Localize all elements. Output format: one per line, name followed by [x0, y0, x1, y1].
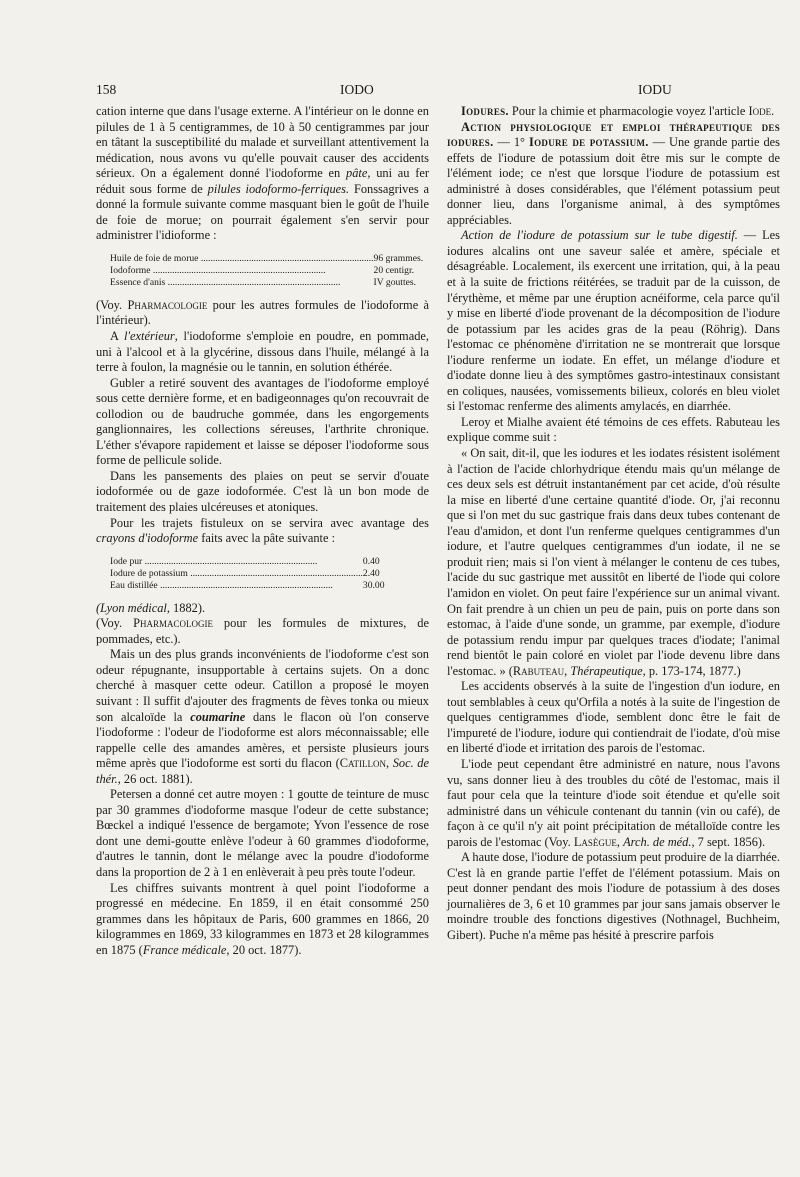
paragraph: A haute dose, l'iodure de potassium peut produire de la diarrhée. C'est là en grande partie l'effet de l'élément potassium. Mais on peut donner pendant des mois l'iodure de potassium à des doses journalières de 3, 6 et 10 grammes par jour sans jamais observer le moindre trouble des fonctions digestives (Nothnagel, Buchheim, Gibert). Puche n'a même pas hésité à prescrire parfois — [447, 850, 780, 942]
paragraph: cation interne que dans l'usage externe. A l'intérieur on le donne en pilules de 1 à 5 centigrammes, de 10 à 50 centigrammes par jour en tâtant la susceptibilité du malade et surveillant attentivement la médication, nous avons vu qu'elle pouvait causer des accidents sérieux. On a également donné l'iodoforme en pâte, uni au fer réduit sous forme de pilules iodoformo-ferriques. Fonssagrives a donné la formule suivante comme masquant bien le goût de l'huile de foie de morue; on pourrait également s'en servir pour administrer l'idioforme : — [96, 104, 430, 243]
paragraph: Dans les pansements des plaies on peut se servir d'ouate iodoformée ou de gaze iodoformée. C'est là un bon mode de traitement des plaies ulcéreuses et atoniques. — [96, 468, 429, 515]
page-number: 158 — [96, 82, 117, 97]
recipe-row: Eau distillée ..... 30.00 — [110, 580, 410, 592]
paragraph: L'iode peut cependant être administré en nature, nous l'avons vu, sans donner lieu à des troubles du côté de l'estomac, mais il faut pour cela que la teinture d'iode soit étendue et qu'elle soit administré dans un véhicule contenant du tannin (vin ou café), de façon à ce qu'il n'y ait point précipitation de métalloïde contre les parois de l'estomac (Voy. Lasègue, Arch. de méd., 7 sept. 1856). — [447, 756, 780, 849]
paragraph: Iodures. Pour la chimie et pharmacologie voyez l'article Iode. — [461, 104, 775, 118]
paragraph: Petersen a donné cet autre moyen : 1 goutte de teinture de musc par 30 grammes d'iodoforme masque l'odeur de cette substance; Bœckel a indiqué l'essence de bergamote; Yvon l'essence de rose dont une demi-goutte enlève l'odeur à 60 grammes d'iodoforme, d'autres le tannin, dont le mélange avec la poudre d'iodoforme dans la proportion de 2 à 1 en enlèverait à peu près toute l'odeur. — [96, 787, 429, 879]
section-heading: Action physiologique et emploi thérapeutique des iodures. — [447, 119, 780, 150]
right-column — [447, 104, 780, 944]
recipe-row: Iodoforme ..... 20 centigr. — [110, 265, 423, 277]
running-header — [96, 82, 738, 102]
recipe-table — [110, 253, 423, 289]
recipe-row: Huile de foie de morue ..... 96 grammes. — [110, 253, 423, 265]
paragraph: Les accidents observés à la suite de l'ingestion d'un iodure, en tout semblables à ceux qu'Orfila a notés à la suite de l'ingestion de quelques centigrammes d'iode, semblent donc être le fait de l'impureté de l'iodure, iodure qui contiendrait de l'iodate, d'où mise en liberté d'iode et irritation des parois de l'estomac. — [447, 679, 780, 756]
recipe-row: Essence d'anis ..... IV gouttes. — [110, 277, 423, 289]
paragraph: Gubler a retiré souvent des avantages de l'iodoforme employé sous cette dernière forme, et en badigeonnages qu'on recouvrait de collodion ou de baudruche gommée, dans les engorgements ganglionnaires, les collections séreuses, l'arthrite chronique. L'éther s'évapore rapidement et laisse se déposer l'iodoforme sous forme de pellicule solide. — [96, 375, 429, 468]
section-heading: Iodures. — [461, 104, 509, 118]
subsection-heading: Iodure de potassium. — [528, 135, 649, 150]
paragraph: (Voy. Pharmacologie pour les autres formules de l'iodoforme à l'intérieur). — [96, 297, 429, 328]
paragraph: A l'extérieur, l'iodoforme s'emploie en poudre, en pommade, uni à l'alcool et à la glycérine, dissous dans l'huile, mélangé à la terre à foulon, la magnésie ou le tannin, en solution éthérée. — [96, 329, 429, 375]
paragraph: Leroy et Mialhe avaient été témoins de ces effets. Rabuteau les explique comme suit : — [447, 414, 780, 445]
recipe-row: Iodure de potassium ..... 2.40 — [110, 568, 410, 580]
recipe-table — [110, 556, 410, 592]
paragraph: Les chiffres suivants montrent à quel point l'iodoforme a progressé en médecine. En 1859, il en était consommé 250 grammes dans les hôpitaux de Paris, 600 grammes en 1866, 20 kilogrammes en 1869, 33 kilogrammes en 1873 et 28 kilogrammes en 1875 (France médicale, 20 oct. 1877). — [96, 880, 429, 957]
header-title-right: IODU — [638, 82, 672, 97]
paragraph: Pour les trajets fistuleux on se servira avec avantage des crayons d'iodoforme faits avec la pâte suivante : — [96, 515, 429, 546]
recipe-row: Iode pur ..... 0.40 — [110, 556, 410, 568]
paragraph: (Voy. Pharmacologie pour les formules de mixtures, de pommades, etc.). — [96, 616, 429, 646]
left-column — [96, 104, 429, 958]
paragraph: Action de l'iodure de potassium sur le tube digestif. — Les iodures alcalins ont une saveur salée et amère, spéciale et désagréable. Localement, ils exercent une irritation, qui, à la peau et à la suite de frictions réitérées, se traduit par de la cuisson, de l'érythème, et même par une éruption acnéiforme, cela parce qu'il y mise en liberté d'iode provenant de la décomposition de l'iodure de potassium par les acides gras de la peau (Röhrig). Dans l'estomac ce phénomène d'irritation ne se montrerait que lorsque l'iodure renferme un iodate. En effet, un mélange d'iodure et d'iodate donne lieu à des symptômes gastro-intestinaux consistant en coliques, nausées, vomissements bilieux, colorés en bleu violet si l'estomac renferme des aliments amylacés, en diarrhée. — [447, 228, 780, 414]
header-title-left: IODO — [340, 82, 374, 97]
paragraph: Action physiologique et emploi thérapeutique des iodures. — 1° Iodure de potassium. — Une grande partie des effets de l'iodure de potassium doit être mis sur le compte de l'élément iode; ce n'est que lorsque l'iodure de potassium est administré à doses considérables, que l'élément potassium peut donner lieu, dans l'organisme animal, à des symptômes appréciables. — [447, 119, 780, 227]
quotation: « On sait, dit-il, que les iodures et les iodates résistent isolément à l'action de l'acide chlorhydrique étendu mais qu'un mélange de ces deux sels est détruit instantanément par cet acide, d'où résulte la mise en liberté d'une certaine quantité d'iode. Or, j'ai reconnu que si l'on met du suc gastrique frais dans deux tubes contenant de l'eau d'amidon, et dont l'un renferme quelques centigrammes d'un iodure, et l'autre quelques centigrammes d'un iodate, il ne se produit rien; mais si l'on vient à mélanger le contenu de ces tubes, l'acide du suc gastrique met aussitôt en liberté de l'iode qui colore l'amidon en violet. On peut faire l'expérience sur un animal vivant. On fait prendre à un chien un peu de pain, puis on porte dans son estomac, à l'aide d'une sonde, un gramme, par exemple, d'iodure de potassium rendu impur par quelques traces d'iodate; l'animal rend bientôt le pain coloré en violet par l'iode devenu libre dans l'estomac. » (Rabuteau, Thérapeutique, p. 173-174, 1877.) — [447, 446, 780, 678]
paragraph: Mais un des plus grands inconvénients de l'iodoforme c'est son odeur répugnante, insupportable à certains sujets. On a donc cherché à masquer cette odeur. Catillon a proposé le moyen suivant : Il suffit d'ajouter des fragments de fèves tonka ou mieux son alcaloïde la coumarine dans le flacon où l'on conserve l'iodoforme : l'odeur de l'iodoforme est alors méconnaissable; elle rappelle celle des amandes amères, et persiste plusieurs jours même après que l'iodoforme est sorti du flacon (Catillon, Soc. de thér., 26 oct. 1881). — [96, 647, 429, 786]
citation: (Lyon médical, 1882). — [96, 600, 206, 615]
